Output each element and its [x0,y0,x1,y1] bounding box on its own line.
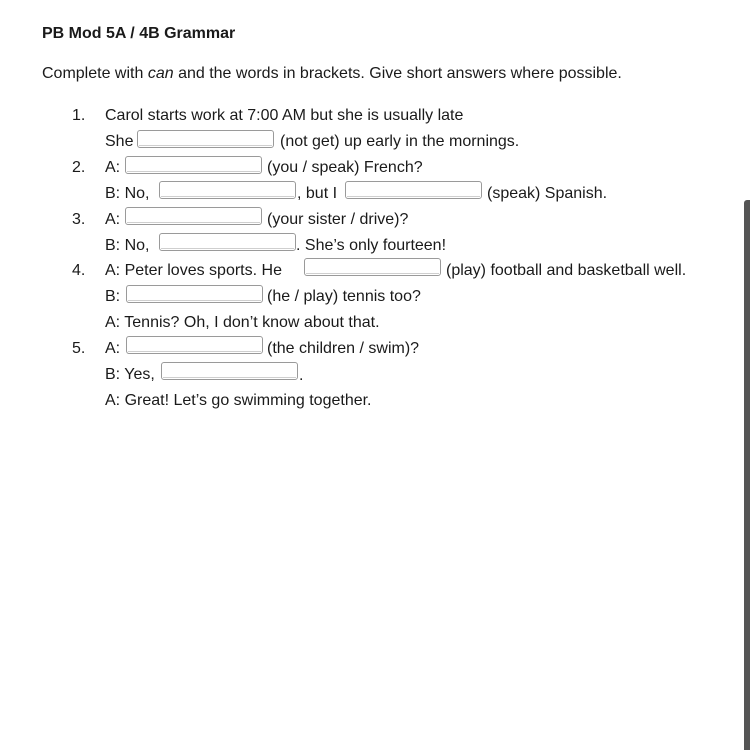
exercise-2-b-after: (speak) Spanish. [487,185,608,202]
exercise-4-b-label: B: [105,288,121,305]
exercise-1-line-1: Carol starts work at 7:00 AM but she is usually late [105,107,464,124]
answer-field-2a[interactable] [125,156,262,174]
page-title: PB Mod 5A / 4B Grammar [42,25,236,42]
answer-field-4b[interactable] [126,285,263,303]
exercise-5-a2: A: Great! Let’s go swimming together. [105,392,372,409]
exercise-4-b-after: (he / play) tennis too? [267,288,421,305]
exercise-3-a-label: A: [105,211,121,228]
instruction-text [42,65,622,83]
exercise-5-b-label: B: Yes, [105,366,155,383]
scrollbar[interactable] [744,200,750,750]
answer-field-2c[interactable] [345,181,482,199]
exercise-number: 2. [72,159,86,176]
exercise-4-a-after: (play) football and basketball well. [446,262,687,279]
instruction-after: and the words in brackets. Give short answers where possible. [173,65,622,82]
exercise-5-b-after: . [299,367,304,384]
exercise-2-a-label: A: [105,159,121,176]
answer-field-5b[interactable] [161,362,298,380]
exercise-3-b-after: . She’s only fourteen! [296,237,447,254]
exercise-1-line-2-after: (not get) up early in the mornings. [280,133,520,150]
answer-field-5a[interactable] [126,336,263,354]
exercise-3-a-after: (your sister / drive)? [267,211,409,228]
exercise-number: 5. [72,340,86,357]
exercise-2-b-mid: , but I [297,185,338,202]
answer-field-3a[interactable] [125,207,262,225]
exercise-1-line-2-before: She [105,133,134,150]
exercise-5-a-after: (the children / swim)? [267,340,420,357]
exercise-3-b-label: B: No, [105,237,150,254]
answer-field-4a[interactable] [304,258,441,276]
answer-field-1[interactable] [137,130,274,148]
instruction-before: Complete with [42,65,148,82]
exercise-number: 1. [72,107,86,124]
exercise-5-a-label: A: [105,340,121,357]
exercise-number: 4. [72,262,86,279]
answer-field-2b[interactable] [159,181,296,199]
exercise-2-b-label: B: No, [105,185,150,202]
exercise-number: 3. [72,211,86,228]
answer-field-3b[interactable] [159,233,296,251]
instruction-emphasis: can [147,65,174,82]
exercise-4-a2: A: Tennis? Oh, I don’t know about that. [105,314,380,331]
exercise-2-a-after: (you / speak) French? [267,159,423,176]
exercise-4-a-before: A: Peter loves sports. He [105,262,282,279]
